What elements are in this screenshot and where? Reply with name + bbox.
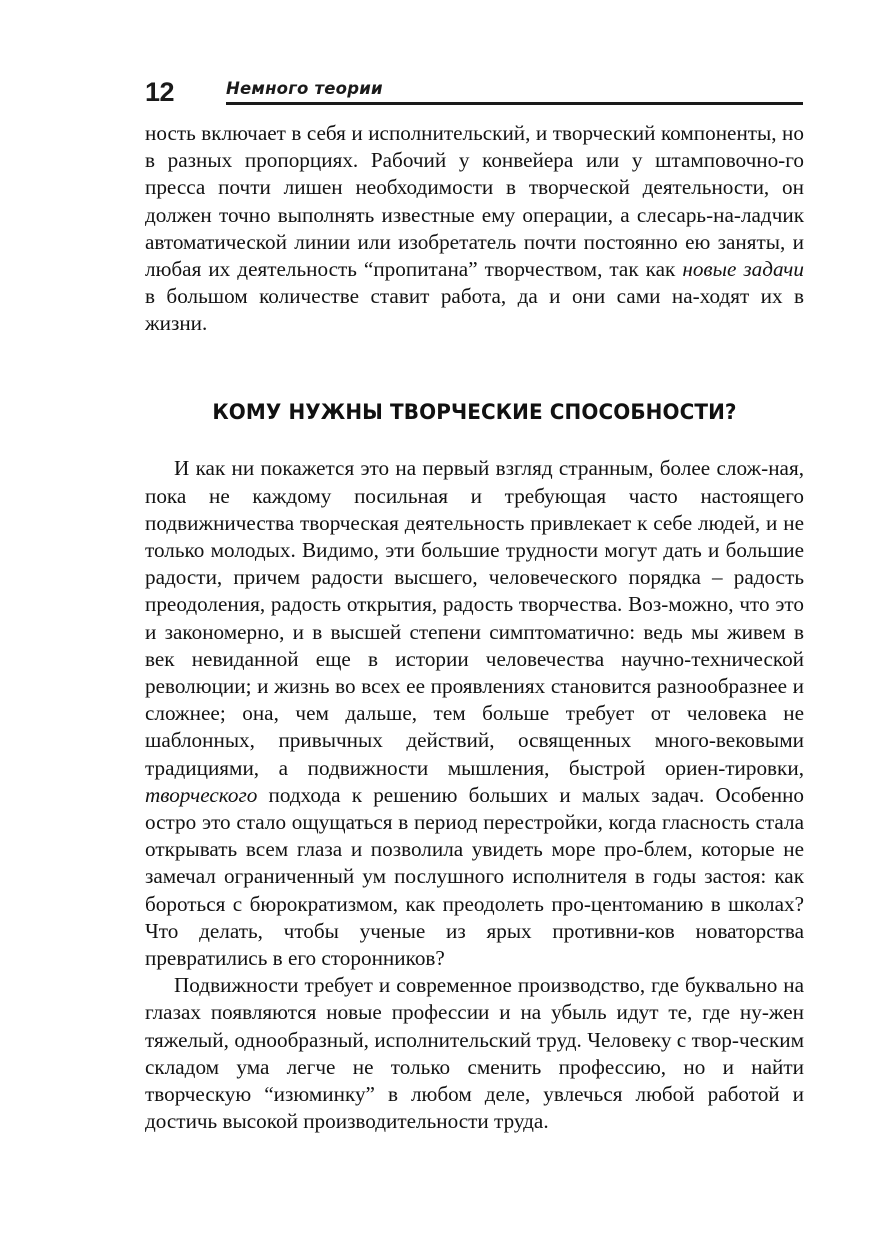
paragraph-1-text: ность включает в себя и исполнительский, и творческий компоненты, но в разных пропорциях. Рабочий у конвейера или у штамповочно-​го пресса почти лишен необходимости в творческой деятельности, он должен точно выполнять известные ему операции, а слесарь-​на-​ладчик автоматической линии или изобретатель почти постоянно ею заняты, и любая их деятельность “пропитана” творчеством, так как [145, 121, 804, 282]
paragraph-1-emphasis: новые задачи [682, 257, 804, 282]
paragraph-2-text-b: подхода к решению больших и малых задач. Особенно остро это стало ощущаться в период перестройки, когда гласность стала открывать всем глаза и позволила увидеть море про-​блем, которые не замечал ограниченный ум послушного исполнителя в годы застоя: как бороться с бюрократизмом, как преодолеть про-​центоманию в школах? Что делать, чтобы ученые из ярых противни-​ков новаторства превратились в его сторонников? [145, 782, 804, 971]
paragraph-1-tail: в большом количестве ставит работа, да и они сами на-​ходят их в жизни. [145, 284, 804, 336]
paragraph-2-emphasis: творческого [145, 782, 258, 807]
text-column [145, 120, 804, 1136]
paragraph-3: Подвижности требует и современное производство, где буквально на глазах появляются новые профессии и на убыль идут те, где ну-​жен тяжелый, однообразный, исполнительский труд. Человеку с твор-​ческим складом ума легче не только сменить профессию, но и найти творческую “изюминку” в любом деле, увлечься любой работой и достичь высокой производительности труда. [145, 973, 804, 1134]
paragraph-continued [145, 120, 804, 338]
spacer-below-heading [145, 425, 804, 455]
spacer-above-heading [145, 338, 804, 400]
running-head-title-group [226, 80, 803, 108]
paragraph-2 [145, 455, 804, 972]
header-divider-rule [226, 102, 803, 105]
section-heading: КОМУ НУЖНЫ ТВОРЧЕСКИЕ СПОСОБНОСТИ? [212, 399, 737, 425]
paragraph-2-text-a: И как ни покажется это на первый взгляд странным, более слож-​ная, пока не каждому посильная и требующая часто настоящего подвижничества творческая деятельность привлекает к себе людей, и не только молодых. Видимо, эти большие трудности могут дать и большие радости, причем радости высшего, человеческого порядка – радость преодоления, радость открытия, радость творчества. Воз-​можно, что это и закономерно, и в высшей степени симптоматично: ведь мы живем в век невиданной еще в истории человечества научно-​технической революции; и жизнь во всех ее проявлениях становится разнообразнее и сложнее; она, чем дальше, тем больше требует от человека не шаблонных, привычных действий, освященных много-​вековыми традициями, а подвижности мышления, быстрой ориен-​тировки, [145, 456, 804, 780]
running-head [145, 72, 803, 108]
running-head-title: Немного теории [226, 78, 383, 98]
page-number: 12 [145, 77, 175, 107]
